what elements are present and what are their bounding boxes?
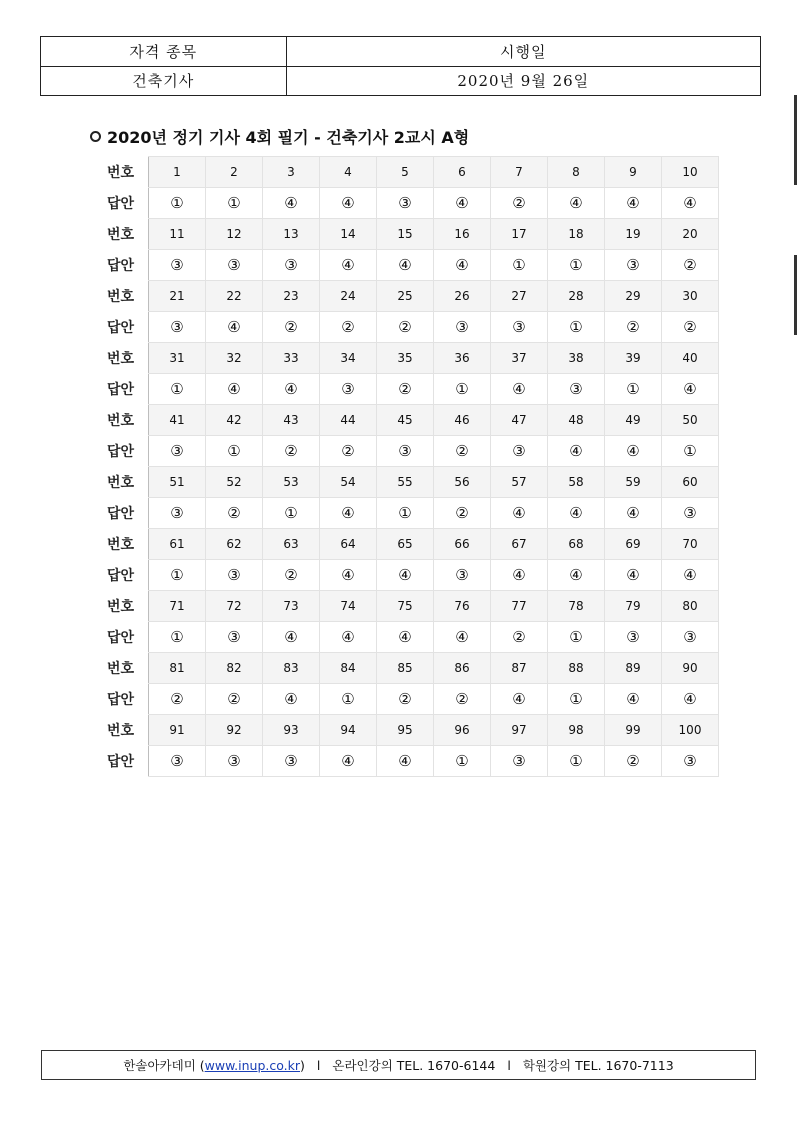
answer-cell: ① xyxy=(206,436,263,467)
row-label: 번호 xyxy=(106,475,135,491)
answer-cell: ③ xyxy=(491,746,548,777)
number-row xyxy=(93,715,719,746)
question-number-cell: 28 xyxy=(548,281,605,312)
question-number-cell: 6 xyxy=(434,157,491,188)
answer-cell: ② xyxy=(320,312,377,343)
question-number-cell: 37 xyxy=(491,343,548,374)
answer-cell: ④ xyxy=(320,250,377,281)
row-label: 답안 xyxy=(106,630,135,646)
answer-cell: ① xyxy=(434,374,491,405)
answer-cell: ③ xyxy=(605,250,662,281)
question-number-cell: 30 xyxy=(662,281,719,312)
question-number-cell: 20 xyxy=(662,219,719,250)
answer-cell: ① xyxy=(320,684,377,715)
answer-cell: ④ xyxy=(263,622,320,653)
row-label: 답안 xyxy=(106,382,135,398)
question-number-cell: 43 xyxy=(263,405,320,436)
question-number-cell: 40 xyxy=(662,343,719,374)
question-number-cell: 51 xyxy=(149,467,206,498)
number-row xyxy=(93,343,719,374)
question-number-cell: 79 xyxy=(605,591,662,622)
answer-cell: ① xyxy=(548,684,605,715)
answer-cell: ④ xyxy=(263,188,320,219)
answer-cell: ② xyxy=(605,312,662,343)
answer-cell: ④ xyxy=(377,746,434,777)
answer-cell: ④ xyxy=(377,560,434,591)
row-label: 번호 xyxy=(106,227,135,243)
question-number-cell: 73 xyxy=(263,591,320,622)
question-number-cell: 94 xyxy=(320,715,377,746)
footer-website-wrap: (www.inup.co.kr) xyxy=(195,1057,305,1073)
question-number-cell: 32 xyxy=(206,343,263,374)
footer-separator: l xyxy=(507,1057,511,1073)
question-number-cell: 18 xyxy=(548,219,605,250)
number-row xyxy=(93,653,719,684)
question-number-cell: 47 xyxy=(491,405,548,436)
answer-cell: ② xyxy=(662,250,719,281)
answer-cell: ① xyxy=(548,746,605,777)
answer-cell: ① xyxy=(206,188,263,219)
answer-cell: ④ xyxy=(491,684,548,715)
question-number-cell: 53 xyxy=(263,467,320,498)
row-label: 답안 xyxy=(106,568,135,584)
number-row xyxy=(93,467,719,498)
question-number-cell: 9 xyxy=(605,157,662,188)
answer-cell: ③ xyxy=(605,622,662,653)
answer-cell: ② xyxy=(377,684,434,715)
question-number-cell: 98 xyxy=(548,715,605,746)
question-number-cell: 41 xyxy=(149,405,206,436)
answer-row xyxy=(93,250,719,281)
question-number-cell: 100 xyxy=(662,715,719,746)
row-label: 답안 xyxy=(106,754,135,770)
answer-cell: ③ xyxy=(434,312,491,343)
question-number-cell: 34 xyxy=(320,343,377,374)
question-number-cell: 35 xyxy=(377,343,434,374)
question-number-cell: 77 xyxy=(491,591,548,622)
answer-cell: ③ xyxy=(149,312,206,343)
question-number-cell: 50 xyxy=(662,405,719,436)
question-number-cell: 23 xyxy=(263,281,320,312)
answer-cell: ① xyxy=(377,498,434,529)
question-number-cell: 27 xyxy=(491,281,548,312)
answer-cell: ② xyxy=(662,312,719,343)
question-number-cell: 11 xyxy=(149,219,206,250)
question-number-cell: 95 xyxy=(377,715,434,746)
answer-row xyxy=(93,312,719,343)
question-number-cell: 58 xyxy=(548,467,605,498)
question-number-cell: 97 xyxy=(491,715,548,746)
question-number-cell: 7 xyxy=(491,157,548,188)
answer-cell: ④ xyxy=(548,498,605,529)
question-number-cell: 45 xyxy=(377,405,434,436)
date-header-cell: 시행일 xyxy=(286,37,760,67)
answer-cell: ④ xyxy=(548,436,605,467)
question-number-cell: 36 xyxy=(434,343,491,374)
question-number-cell: 86 xyxy=(434,653,491,684)
answer-cell: ④ xyxy=(320,498,377,529)
answer-cell: ① xyxy=(605,374,662,405)
question-number-cell: 25 xyxy=(377,281,434,312)
answer-cell: ④ xyxy=(320,188,377,219)
answer-cell: ② xyxy=(377,374,434,405)
answer-cell: ④ xyxy=(491,498,548,529)
answer-cell: ④ xyxy=(548,560,605,591)
footer-company: 한솔아카데미 xyxy=(123,1058,196,1073)
right-margin-rule xyxy=(794,95,797,185)
question-number-cell: 5 xyxy=(377,157,434,188)
answer-cell: ③ xyxy=(377,436,434,467)
answer-cell: ② xyxy=(263,436,320,467)
question-number-cell: 55 xyxy=(377,467,434,498)
question-number-cell: 10 xyxy=(662,157,719,188)
footer-contact-bar xyxy=(41,1050,756,1080)
question-number-cell: 90 xyxy=(662,653,719,684)
answer-cell: ③ xyxy=(548,374,605,405)
answer-cell: ③ xyxy=(434,560,491,591)
question-number-cell: 16 xyxy=(434,219,491,250)
answer-cell: ③ xyxy=(149,250,206,281)
question-number-cell: 59 xyxy=(605,467,662,498)
answer-cell: ③ xyxy=(206,622,263,653)
answer-cell: ② xyxy=(377,312,434,343)
answer-cell: ① xyxy=(263,498,320,529)
row-label: 번호 xyxy=(106,289,135,305)
question-number-cell: 68 xyxy=(548,529,605,560)
answer-cell: ④ xyxy=(434,188,491,219)
number-row xyxy=(93,591,719,622)
answer-cell: ② xyxy=(263,560,320,591)
date-value-cell: 2020년 9월 26일 xyxy=(286,66,760,96)
answer-cell: ② xyxy=(491,188,548,219)
answer-cell: ③ xyxy=(206,250,263,281)
question-number-cell: 75 xyxy=(377,591,434,622)
question-number-cell: 96 xyxy=(434,715,491,746)
answer-cell: ④ xyxy=(548,188,605,219)
row-label: 번호 xyxy=(106,165,135,181)
question-number-cell: 52 xyxy=(206,467,263,498)
answer-cell: ① xyxy=(491,250,548,281)
question-number-cell: 85 xyxy=(377,653,434,684)
question-number-cell: 54 xyxy=(320,467,377,498)
answer-cell: ③ xyxy=(491,436,548,467)
answer-row xyxy=(93,374,719,405)
answer-cell: ② xyxy=(263,312,320,343)
answer-cell: ④ xyxy=(662,684,719,715)
question-number-cell: 71 xyxy=(149,591,206,622)
answer-row xyxy=(93,498,719,529)
question-number-cell: 65 xyxy=(377,529,434,560)
row-label: 번호 xyxy=(106,413,135,429)
question-number-cell: 62 xyxy=(206,529,263,560)
question-number-cell: 38 xyxy=(548,343,605,374)
question-number-cell: 56 xyxy=(434,467,491,498)
answer-cell: ③ xyxy=(206,560,263,591)
question-number-cell: 60 xyxy=(662,467,719,498)
answer-cell: ③ xyxy=(263,250,320,281)
answer-cell: ① xyxy=(662,436,719,467)
answer-cell: ④ xyxy=(491,560,548,591)
answer-cell: ④ xyxy=(434,622,491,653)
question-number-cell: 66 xyxy=(434,529,491,560)
row-label: 번호 xyxy=(106,599,135,615)
question-number-cell: 84 xyxy=(320,653,377,684)
number-row xyxy=(93,219,719,250)
question-number-cell: 99 xyxy=(605,715,662,746)
answer-cell: ④ xyxy=(320,746,377,777)
answer-row xyxy=(93,436,719,467)
circle-bullet-icon xyxy=(90,131,101,142)
row-label: 답안 xyxy=(106,444,135,460)
answer-cell: ③ xyxy=(263,746,320,777)
answer-cell: ④ xyxy=(377,250,434,281)
answer-cell: ② xyxy=(149,684,206,715)
answer-cell: ④ xyxy=(434,250,491,281)
answer-cell: ③ xyxy=(377,188,434,219)
question-number-cell: 83 xyxy=(263,653,320,684)
answer-cell: ④ xyxy=(263,374,320,405)
answer-cell: ③ xyxy=(320,374,377,405)
answer-cell: ① xyxy=(548,312,605,343)
answer-cell: ③ xyxy=(149,436,206,467)
answer-cell: ② xyxy=(434,684,491,715)
answer-cell: ③ xyxy=(662,622,719,653)
question-number-cell: 72 xyxy=(206,591,263,622)
question-number-cell: 42 xyxy=(206,405,263,436)
answer-cell: ④ xyxy=(605,498,662,529)
question-number-cell: 74 xyxy=(320,591,377,622)
question-number-cell: 61 xyxy=(149,529,206,560)
section-title-text: 2020년 정기 기사 4회 필기 - 건축기사 2교시 A형 xyxy=(107,128,470,147)
answer-cell: ③ xyxy=(149,746,206,777)
answer-cell: ③ xyxy=(662,498,719,529)
footer-online-phone: 온라인강의 TEL. 1670-6144 xyxy=(332,1058,496,1073)
question-number-cell: 93 xyxy=(263,715,320,746)
question-number-cell: 29 xyxy=(605,281,662,312)
question-number-cell: 13 xyxy=(263,219,320,250)
row-label: 답안 xyxy=(106,320,135,336)
question-number-cell: 4 xyxy=(320,157,377,188)
answer-cell: ② xyxy=(434,436,491,467)
answer-row xyxy=(93,560,719,591)
question-number-cell: 63 xyxy=(263,529,320,560)
question-number-cell: 57 xyxy=(491,467,548,498)
answer-cell: ① xyxy=(149,374,206,405)
question-number-cell: 26 xyxy=(434,281,491,312)
answer-cell: ④ xyxy=(605,560,662,591)
answer-cell: ④ xyxy=(320,560,377,591)
footer-separator: l xyxy=(316,1057,321,1073)
question-number-cell: 39 xyxy=(605,343,662,374)
question-number-cell: 87 xyxy=(491,653,548,684)
number-row xyxy=(93,529,719,560)
answer-cell: ① xyxy=(149,622,206,653)
answer-cell: ④ xyxy=(491,374,548,405)
answer-cell: ② xyxy=(605,746,662,777)
subject-header-cell: 자격 종목 xyxy=(41,37,287,67)
question-number-cell: 17 xyxy=(491,219,548,250)
answer-cell: ② xyxy=(434,498,491,529)
answer-cell: ② xyxy=(206,498,263,529)
question-number-cell: 44 xyxy=(320,405,377,436)
answer-cell: ① xyxy=(548,250,605,281)
answer-cell: ④ xyxy=(662,374,719,405)
row-label: 번호 xyxy=(106,537,135,553)
question-number-cell: 12 xyxy=(206,219,263,250)
question-number-cell: 80 xyxy=(662,591,719,622)
answer-cell: ② xyxy=(491,622,548,653)
row-label: 답안 xyxy=(106,196,135,212)
answer-cell: ④ xyxy=(662,560,719,591)
question-number-cell: 19 xyxy=(605,219,662,250)
question-number-cell: 78 xyxy=(548,591,605,622)
answer-cell: ① xyxy=(149,560,206,591)
answer-row xyxy=(93,684,719,715)
answer-row xyxy=(93,622,719,653)
subject-value-cell: 건축기사 xyxy=(41,66,287,96)
question-number-cell: 92 xyxy=(206,715,263,746)
question-number-cell: 69 xyxy=(605,529,662,560)
question-number-cell: 2 xyxy=(206,157,263,188)
answer-key-table xyxy=(93,156,719,777)
answer-cell: ④ xyxy=(605,684,662,715)
question-number-cell: 67 xyxy=(491,529,548,560)
answer-cell: ④ xyxy=(377,622,434,653)
number-row xyxy=(93,281,719,312)
row-label: 답안 xyxy=(106,506,135,522)
question-number-cell: 15 xyxy=(377,219,434,250)
answer-cell: ① xyxy=(149,188,206,219)
question-number-cell: 21 xyxy=(149,281,206,312)
question-number-cell: 81 xyxy=(149,653,206,684)
answer-cell: ④ xyxy=(206,312,263,343)
answer-cell: ③ xyxy=(662,746,719,777)
answer-cell: ④ xyxy=(662,188,719,219)
answer-cell: ③ xyxy=(206,746,263,777)
question-number-cell: 22 xyxy=(206,281,263,312)
answer-cell: ④ xyxy=(605,188,662,219)
row-label: 답안 xyxy=(106,692,135,708)
question-number-cell: 89 xyxy=(605,653,662,684)
question-number-cell: 76 xyxy=(434,591,491,622)
question-number-cell: 31 xyxy=(149,343,206,374)
answer-cell: ③ xyxy=(491,312,548,343)
answer-cell: ① xyxy=(434,746,491,777)
question-number-cell: 49 xyxy=(605,405,662,436)
answer-cell: ④ xyxy=(206,374,263,405)
question-number-cell: 14 xyxy=(320,219,377,250)
row-label: 번호 xyxy=(106,723,135,739)
number-row xyxy=(93,405,719,436)
answer-cell: ④ xyxy=(263,684,320,715)
answer-row xyxy=(93,746,719,777)
question-number-cell: 24 xyxy=(320,281,377,312)
question-number-cell: 48 xyxy=(548,405,605,436)
answer-cell: ② xyxy=(206,684,263,715)
section-title xyxy=(90,125,469,148)
number-row xyxy=(93,157,719,188)
row-label: 번호 xyxy=(106,351,135,367)
question-number-cell: 46 xyxy=(434,405,491,436)
question-number-cell: 64 xyxy=(320,529,377,560)
question-number-cell: 8 xyxy=(548,157,605,188)
question-number-cell: 1 xyxy=(149,157,206,188)
footer-academy-phone: 학원강의 TEL. 1670-7113 xyxy=(522,1058,674,1073)
answer-cell: ③ xyxy=(149,498,206,529)
row-label: 번호 xyxy=(106,661,135,677)
exam-info-table xyxy=(40,36,761,96)
row-label: 답안 xyxy=(106,258,135,274)
question-number-cell: 91 xyxy=(149,715,206,746)
answer-cell: ④ xyxy=(320,622,377,653)
answer-cell: ④ xyxy=(605,436,662,467)
answer-row xyxy=(93,188,719,219)
answer-cell: ① xyxy=(548,622,605,653)
right-margin-rule xyxy=(794,255,797,335)
question-number-cell: 88 xyxy=(548,653,605,684)
question-number-cell: 82 xyxy=(206,653,263,684)
question-number-cell: 33 xyxy=(263,343,320,374)
question-number-cell: 3 xyxy=(263,157,320,188)
question-number-cell: 70 xyxy=(662,529,719,560)
answer-cell: ② xyxy=(320,436,377,467)
website-link[interactable]: www.inup.co.kr xyxy=(204,1057,301,1073)
